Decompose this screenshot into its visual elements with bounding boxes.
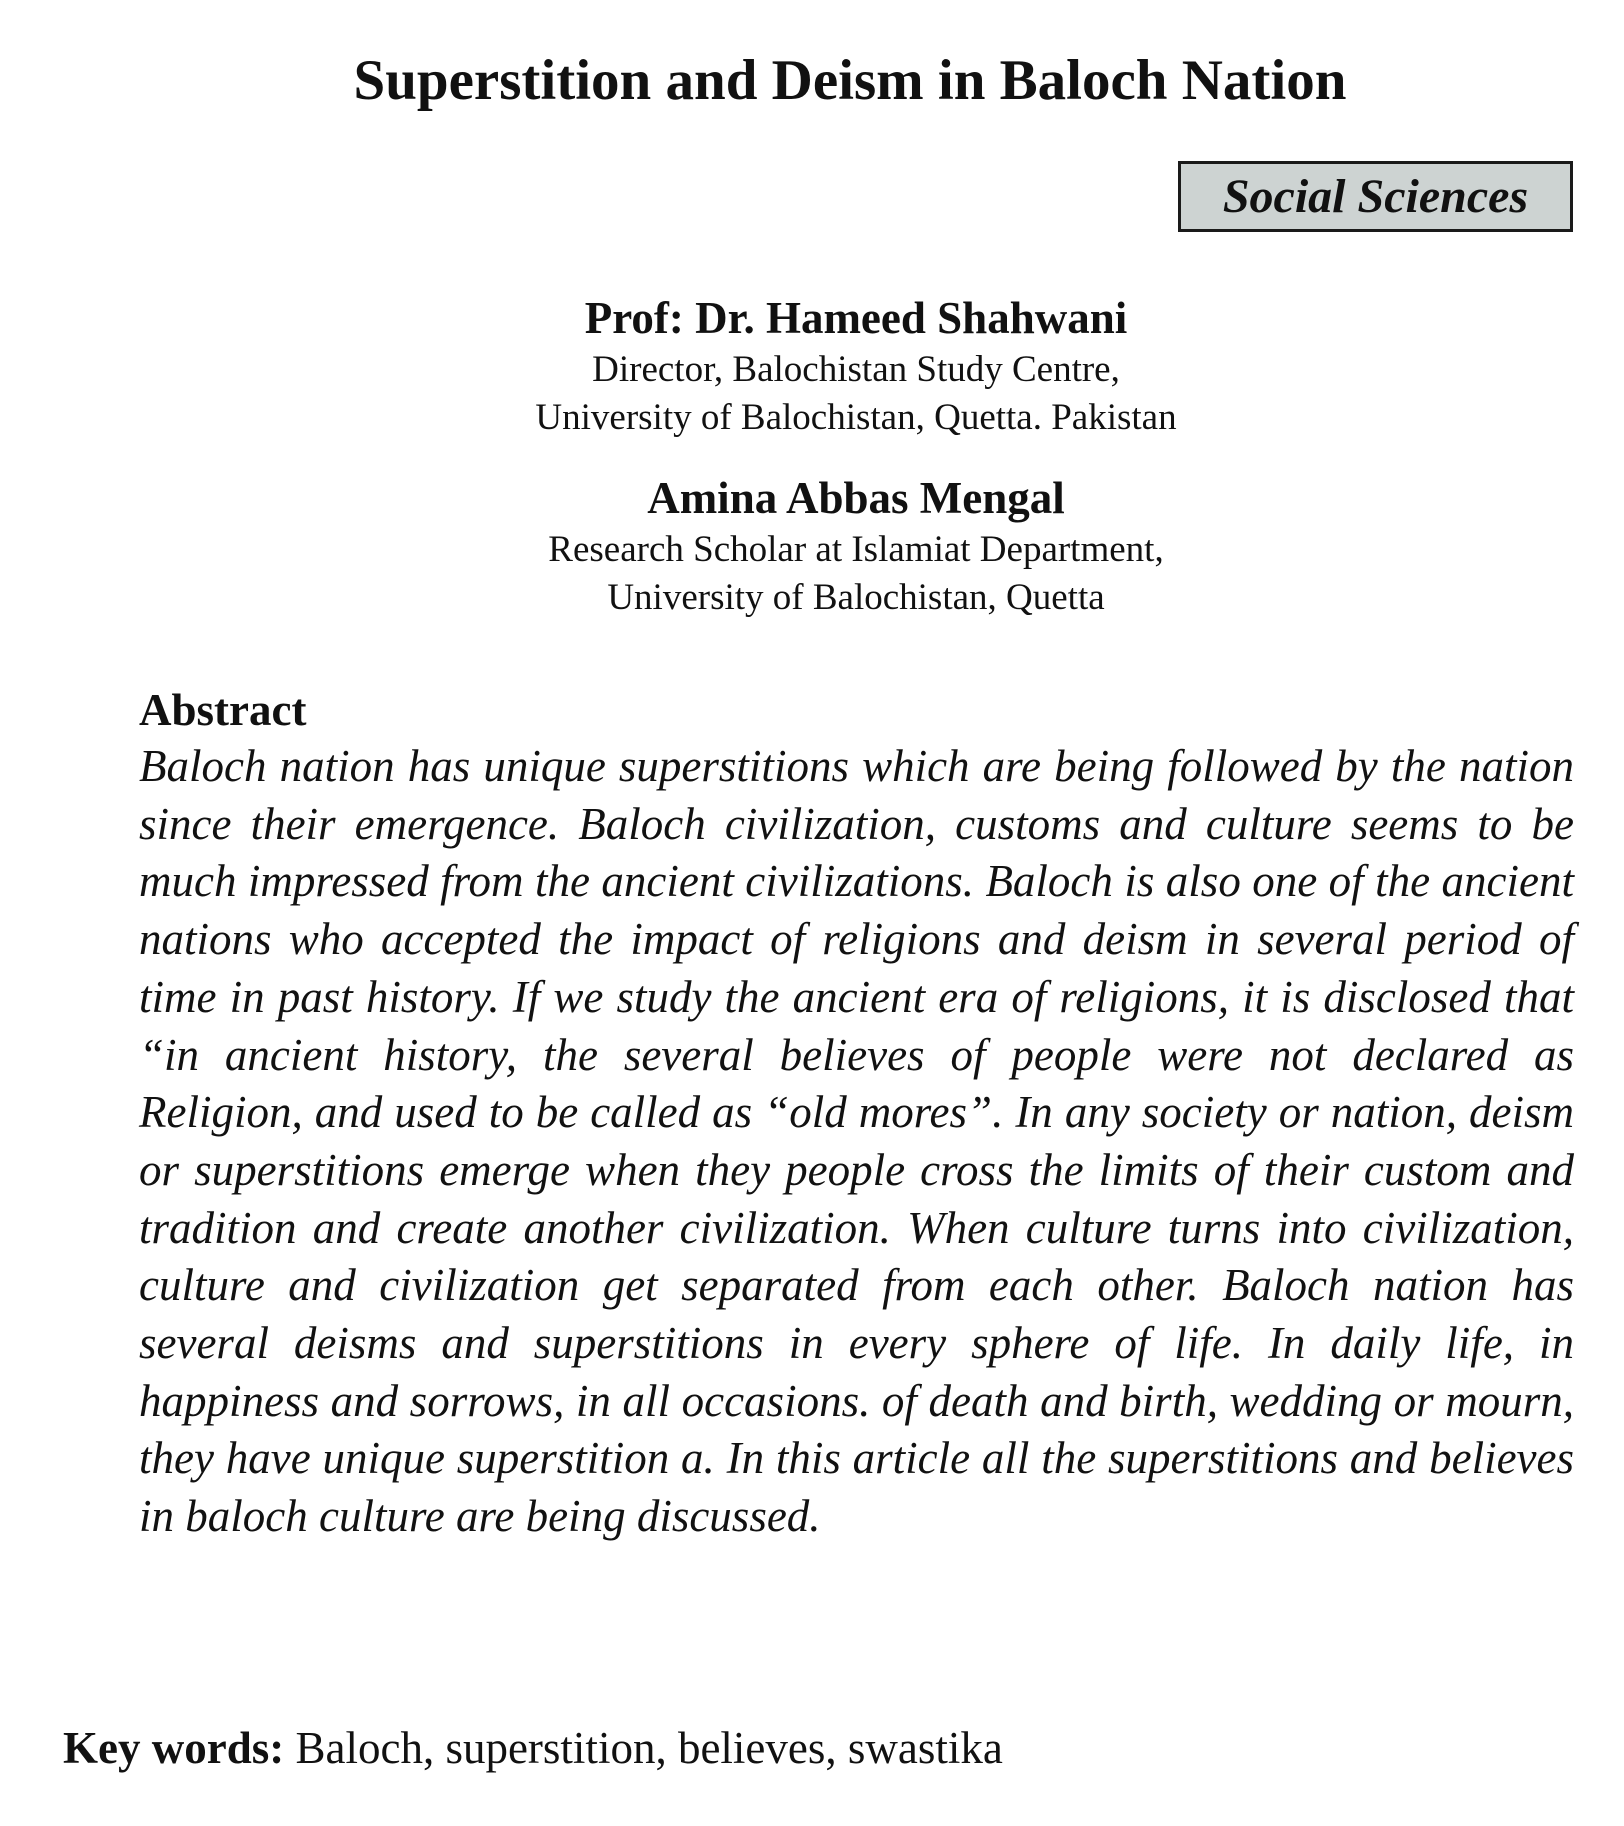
category-badge bbox=[1178, 161, 1573, 232]
author-affiliation-line: Research Scholar at Islamiat Department, bbox=[548, 529, 1164, 570]
author-affiliation-line: University of Balochistan, Quetta. Pakistan bbox=[535, 397, 1177, 438]
author-affiliation-line: University of Balochistan, Quetta bbox=[607, 577, 1105, 618]
author-affiliation-line: Director, Balochistan Study Centre, bbox=[592, 349, 1120, 390]
abstract-body: Baloch nation has unique superstitions which are being followed by the nation since their emergence. Baloch civilization, customs and culture seems to be much impressed from the ancient civilizations. Baloch is also one of the ancient nations who accepted the impact of religions and deism in several period of time in past history. If we study the ancient era of religions, it is disclosed that “in ancient history, the several believes of people were not declared as Religion, and used to be called as “old mores”. In any society or nation, deism or superstitions emerge when they people cross the limits of their custom and tradition and create another civilization. When culture turns into civilization, culture and civilization get separated from each other. Baloch nation has several deisms and superstitions in every sphere of life. In daily life, in happiness and sorrows, in all occasions. of death and birth, wedding or mourn, they have unique superstition a. In this article all the superstitions and believes in baloch culture are being discussed. bbox=[139, 741, 1574, 1542]
author-block-2 bbox=[0, 470, 1624, 622]
keywords-label: Key words: bbox=[63, 1723, 285, 1773]
keywords-text: Baloch, superstition, believes, swastika bbox=[295, 1723, 1003, 1773]
abstract-section bbox=[139, 682, 1574, 1546]
keywords-line bbox=[63, 1720, 1003, 1776]
paper-title: Superstition and Deism in Baloch Nation bbox=[353, 49, 1347, 112]
category-label: Social Sciences bbox=[1222, 169, 1529, 223]
author-name: Prof: Dr. Hameed Shahwani bbox=[584, 293, 1128, 343]
abstract-heading: Abstract bbox=[139, 685, 307, 735]
author-block-1 bbox=[0, 290, 1624, 442]
author-name: Amina Abbas Mengal bbox=[647, 473, 1065, 523]
